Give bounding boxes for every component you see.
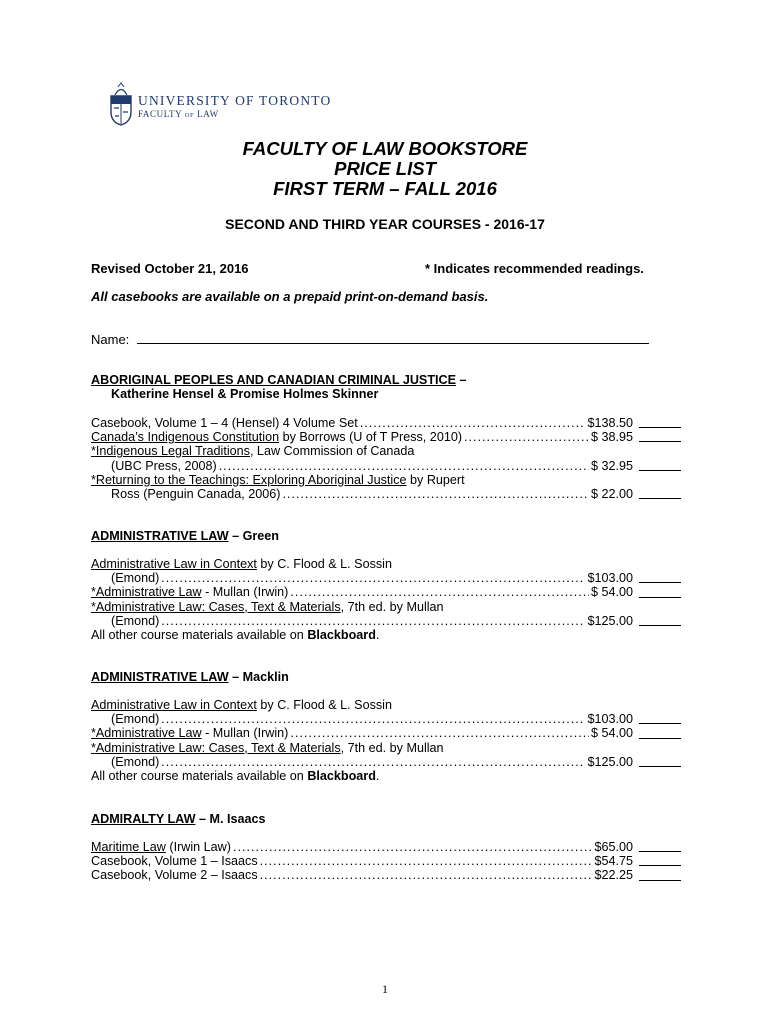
section-heading: ABORIGINAL PEOPLES AND CANADIAN CRIMINAL JUSTICE – <box>91 373 467 387</box>
casebook-note: All casebooks are available on a prepaid print-on-demand basis. <box>91 289 489 304</box>
recommended-note: * Indicates recommended readings. <box>425 261 644 276</box>
title-line-3: FIRST TERM – FALL 2016 <box>273 178 497 199</box>
list-item: Administrative Law in Context by C. Flood & L. Sossin <box>91 557 392 571</box>
university-crest-icon <box>108 82 134 126</box>
list-item: *Administrative Law: Cases, Text & Materials, 7th ed. by Mullan <box>91 740 444 755</box>
section-heading: ADMINISTRATIVE LAW – Green <box>91 529 279 543</box>
section-aboriginal <box>91 373 681 501</box>
title-line-2: PRICE LIST <box>334 158 436 179</box>
quantity-blank <box>639 855 681 866</box>
section-footer-note: All other course materials available on Blackboard. <box>91 628 380 643</box>
list-item: Casebook, Volume 2 – Isaacs ..... $22.25 <box>91 868 681 882</box>
list-item: Canada’s Indigenous Constitution by Borrows (U of T Press, 2010) ..... $ 38.95 <box>91 430 681 444</box>
section-heading: ADMIRALTY LAW – M. Isaacs <box>91 812 266 826</box>
list-item: *Returning to the Teachings: Exploring Aboriginal Justice by Rupert <box>91 472 465 487</box>
list-item: (Emond) ..... $103.00 <box>91 571 681 585</box>
title-line-1: FACULTY OF LAW BOOKSTORE <box>242 138 528 159</box>
subtitle: SECOND AND THIRD YEAR COURSES - 2016-17 <box>225 216 545 232</box>
university-name: UNIVERSITY OF TORONTO <box>138 93 332 108</box>
list-item: Maritime Law (Irwin Law) ..... $65.00 <box>91 840 681 854</box>
quantity-blank <box>639 460 681 471</box>
quantity-blank <box>639 615 681 626</box>
section-footer-note: All other course materials available on Blackboard. <box>91 769 380 784</box>
name-label: Name: <box>91 332 130 347</box>
faculty-name: FACULTY OF LAW <box>138 109 219 119</box>
list-item: Casebook, Volume 1 – 4 (Hensel) 4 Volume Set ..... $138.50 <box>91 416 681 430</box>
list-item: Ross (Penguin Canada, 2006) ..... $ 22.00 <box>91 487 681 501</box>
list-item: (Emond) ..... $125.00 <box>91 614 681 628</box>
list-item: (Emond) ..... $103.00 <box>91 712 681 726</box>
quantity-blank <box>639 431 681 442</box>
list-item: *Indigenous Legal Traditions, Law Commission of Canada <box>91 444 415 459</box>
quantity-blank <box>639 728 681 739</box>
page-number: 1 <box>382 982 388 996</box>
list-item: Administrative Law in Context by C. Flood & L. Sossin <box>91 698 392 712</box>
quantity-blank <box>639 841 681 852</box>
name-blank-line <box>137 333 649 344</box>
name-field <box>91 332 649 347</box>
quantity-blank <box>639 587 681 598</box>
list-item: *Administrative Law - Mullan (Irwin) ..... $ 54.00 <box>91 726 681 740</box>
quantity-blank <box>639 417 681 428</box>
section-instructors: Katherine Hensel & Promise Holmes Skinner <box>111 387 379 401</box>
list-item: *Administrative Law: Cases, Text & Materials, 7th ed. by Mullan <box>91 599 444 614</box>
quantity-blank <box>639 488 681 499</box>
quantity-blank <box>639 870 681 881</box>
list-item: Casebook, Volume 1 – Isaacs ..... $54.75 <box>91 854 681 868</box>
list-item: (Emond) ..... $125.00 <box>91 755 681 769</box>
section-admin-macklin <box>91 670 681 783</box>
section-admin-green <box>91 529 681 642</box>
list-item: (UBC Press, 2008) ..... $ 32.95 <box>91 459 681 473</box>
section-admiralty <box>91 812 681 883</box>
section-heading: ADMINISTRATIVE LAW – Macklin <box>91 670 289 684</box>
university-logo <box>108 82 348 128</box>
revised-date: Revised October 21, 2016 <box>91 261 249 276</box>
quantity-blank <box>639 756 681 767</box>
quantity-blank <box>639 713 681 724</box>
list-item: *Administrative Law - Mullan (Irwin) ..... $ 54.00 <box>91 585 681 599</box>
quantity-blank <box>639 572 681 583</box>
